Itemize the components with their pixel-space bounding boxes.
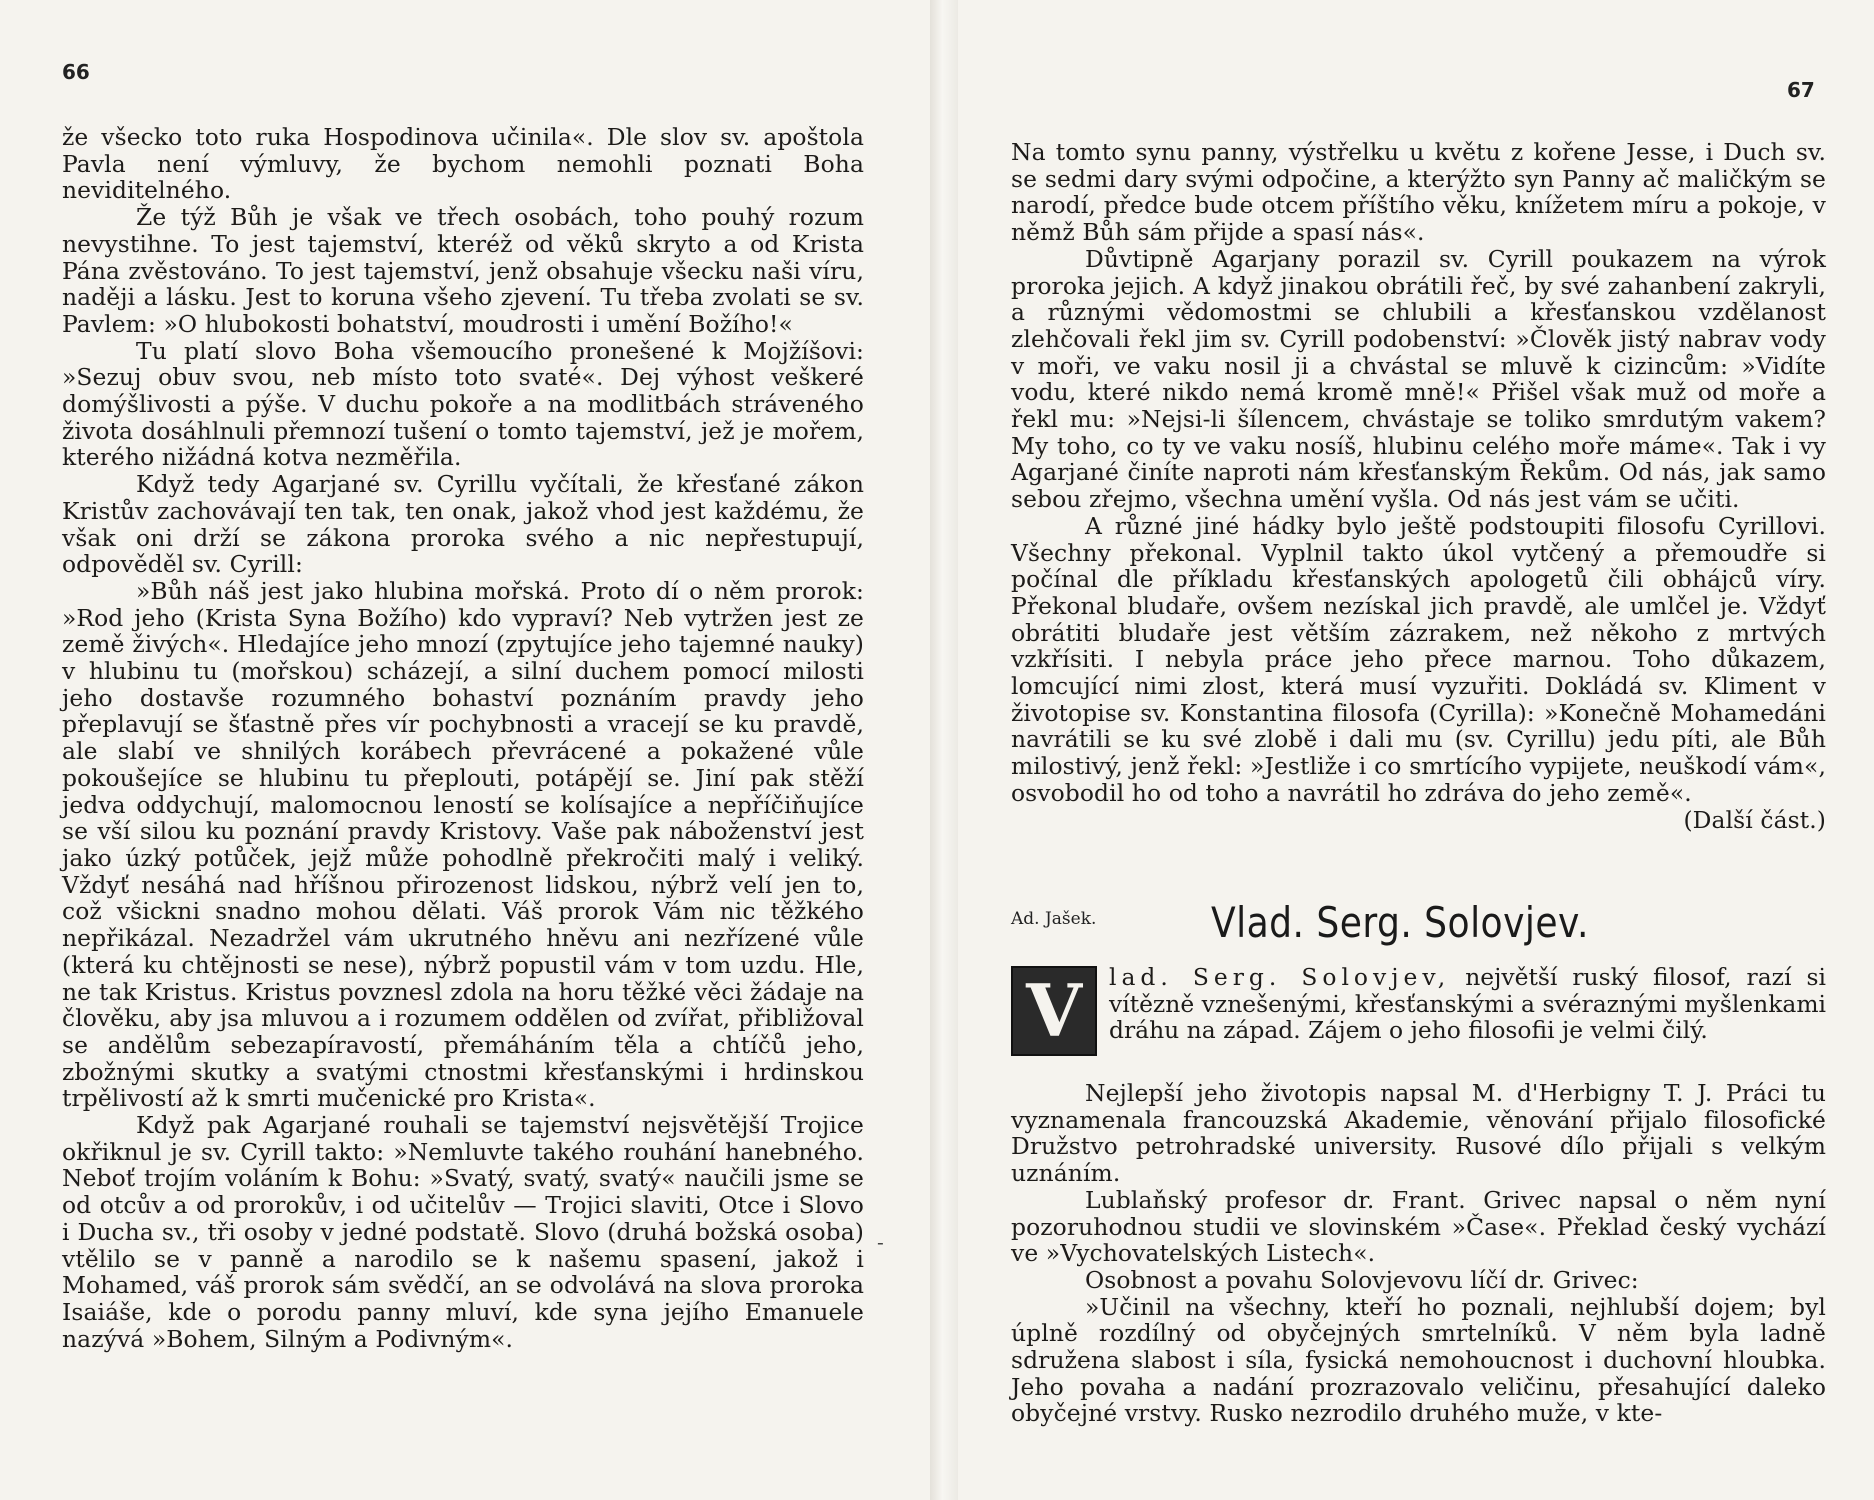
paragraph: Na tomto synu panny, výstřelku u květu z kořene Jesse, i Duch sv. se sedmi dary svými odpočine, a kterýžto syn Panny ač maličkým se narodí, předce bude otcem příštího věku, knížetem míru a pokoje, v němž Bůh sám přijde a spasí nás«. [1011, 138, 1826, 247]
paragraph: Když tedy Agarjané sv. Cyrillu vyčítali, že křesťané zákon Kristův zachovávají ten tak, ten onak, jakož vhod jest každému, že však oni drží se zákona proroka svého a nic nepřestupují, odpověděl sv. Cyrill: [62, 470, 864, 579]
page-number-right: 67 [1787, 78, 1815, 102]
paragraph: že všecko toto ruka Hospodinova učinila«. Dle slov sv. apoštola Pavla není výmluvy, že bychom nemohli poznati Boha neviditelného. [62, 123, 864, 205]
paragraph: Když pak Agarjané rouhali se tajemství nejsvětější Trojice okřiknul je sv. Cyrill takto: »Nemluvte takého rouhání hanebného. Neboť trojím voláním k Bohu: »Svatý, svatý, svatý« naučili jsme se od otcův a od prorokův, i od učitelův — Trojici slaviti, Otce i Slovo i Ducha sv., tři osoby v jedné podstatě. Slovo (druhá božská osoba) vtělilo se v panně a narodilo se k našemu spasení, jakož i Mohamed, váš prorok sám svědčí, an se odvolává na slova proroka Isaiáše, kde o porodu panny mluví, kde syna jejího Emanuele nazývá »Bohem, Silným a Podivným«. [62, 1111, 864, 1353]
right-page [958, 0, 1874, 1500]
article-title: Vlad. Serg. Solovjev. [1211, 898, 1589, 947]
continued-label: (Další část.) [1683, 805, 1826, 834]
margin-mark: - [877, 1230, 884, 1254]
paragraph: Důvtipně Agarjany porazil sv. Cyrill poukazem na výrok proroka jejich. A když jinakou obrátili řeč, by své zahanbení zakryli, a různými vědomostmi se chlubili a křesťanskou vzdělanost zlehčovali řekl jim sv. Cyrill podobenství: »Člověk jistý nabrav vody v moři, ve vaku nosil ji a chvástal se mluvě k cizincům: »Vidíte vodu, které nikdo nemá kromě mně!« Přišel však muž od moře a řekl mu: »Nejsi-li šílencem, chvástaje se toliko smrdutým vakem? My toho, co ty ve vaku nosíš, hlubinu celého moře máme«. Tak i vy Agarjané činíte naproti nám křesťanským Řekům. Od nás, jak samo sebou zřejmo, všechna umění vyšla. Od nás jest vám se učiti. [1011, 244, 1826, 514]
left-page [0, 0, 930, 1500]
first-paragraph-lead: lad. Serg. Solovjev, [1109, 963, 1451, 991]
paragraph [1011, 511, 1826, 834]
paragraph: »Bůh náš jest jako hlubina mořská. Proto dí o něm prorok: »Rod jeho (Krista Syna Božího) kdo vypraví? Neb vytržen jest ze země živých«. Hledajíce jeho mnozí (zpytujíce jeho tajemné nauky) v hlubinu tu (mořskou) scházejí, a silní duchem pomocí milosti jeho dostavše rozumného bohaství poznáním pravdy jeho přeplavují se šťastně přes vír pochybnosti a vracejí se ku pravdě, ale slabí ve shnilých korábech převrácené a pokažené vůle pokoušejíce se hlubinu tu přeplouti, potápějí se. Jiní pak stěží jedva oddychují, malomocnou leností se kolísajíce a nepříčiňujíce se vší silou ku poznání pravdy Kristovy. Vaše pak náboženství jest jako úzký potůček, jejž může pohodlně překročiti malý i veliký. Vždyť nesáhá nad hříšnou přirozenost lidskou, nýbrž velí jen to, což všickni snadno mohou dělati. Váš prorok Vám nic těžkého nepřikázal. Nezadržel vám ukrutného hněvu ani nezřízené vůle (která ku chtějnosti se nese), nýbrž popustil vám v tom uzdu. Hle, ne tak Kristus. Kristus povznesl zdola na horu těžké věci žádaje na člověku, aby jsa mluvou a i rozumem oddělen od zvířat, přibližoval se andělům sebezapíravostí, přemáháním těla a chtíčů jeho, zbožnými skutky a svatými ctnostmi křesťanskými i hrdinskou trpělivostí až k smrti mučenické pro Krista«. [62, 576, 864, 1113]
paragraph: Osobnost a povahu Solovjevovu líčí dr. Grivec: [1085, 1265, 1639, 1294]
paragraph: Lublaňský profesor dr. Frant. Grivec napsal o něm nyní pozoruhodnou studii ve slovinském »Čase«. Překlad český vychází ve »Vychovatelských Listech«. [1011, 1185, 1826, 1268]
dropcap-initial: V [1011, 966, 1097, 1056]
first-paragraph [1011, 964, 1826, 1044]
paragraph-text: A různé jiné hádky bylo ještě podstoupiti filosofu Cyrillovi. Všechny překonal. Vyplnil takto úkol vytčený a přemoudře si počínal dle příkladu křesťanských apologetů čili obhájců víry. Překonal bludaře, ovšem nezískal jich pravdě, ale umlčel je. Vždyť obrátiti bludaře jest větším zázrakem, než někoho z mrtvých vzkřísiti. I nebyla práce jeho přece marnou. Toho důkazem, lomcující nimi zlost, která musí vyzuřiti. Dokládá sv. Kliment v životopise sv. Konstantina filosofa (Cyrilla): »Konečně Mohamedáni navrátili se ku své zlobě i dali mu (sv. Cyrillu) jedu píti, ale Bůh milostivý, jenž řekl: »Jestliže i co smrtícího vypijete, neuškodí vám«, osvobodil ho od toho a navrátil ho zdráva do jeho země«. [1011, 511, 1826, 807]
first-paragraph-rest: největší ruský filosof, razí si vítězně vznešenými, křesťanskými a svéraznými myšlenkami dráhu na západ. Zájem o jeho filosofii je velmi čilý. [1109, 963, 1826, 1045]
left-page-text [62, 124, 864, 1352]
paragraph: Že týž Bůh je však ve třech osobách, toho pouhý rozum nevystihne. To jest tajemství, kteréž od věků skryto a od Krista Pána zvěstováno. To jest tajemství, jenž obsahuje všecku naši víru, naději a lásku. Jest to koruna všeho zjevení. Tu třeba zvolati se sv. Pavlem: »O hlubokosti bohatství, moudrosti i umění Božího!« [62, 203, 864, 338]
page-number-left: 66 [62, 60, 90, 84]
book-gutter [930, 0, 958, 1500]
right-page-text-top [1011, 139, 1826, 833]
paragraph: Nejlepší jeho životopis napsal M. d'Herbigny T. J. Práci tu vyznamenala francouzská Akademie, věnování přijalo filosofické Družstvo petrohradské university. Rusové dílo přijali s velkým uznáním. [1011, 1079, 1826, 1188]
paragraph: Tu platí slovo Boha všemoucího pronešené k Mojžíšovi: »Sezuj obuv svou, neb místo toto svaté«. Dej výhost veškeré domýšlivosti a pýše. V duchu pokoře a na modlitbách stráveného života dosáhlnuli přemnozí tušení o tomto tajemství, jež je mořem, kterého nižádná kotva nezměřila. [62, 336, 864, 472]
article-author: Ad. Jašek. [1011, 909, 1097, 929]
paragraph: »Učinil na všechny, kteří ho poznali, nejhlubší dojem; byl úplně rozdílný od obyčejných smrtelníků. V něm byla ladně sdružena slabost i síla, fysická nemohoucnost i duchovní hloubka. Jeho povaha a nadání prozrazovalo veličinu, přesahující daleko obyčejné vrstvy. Rusko nezrodilo druhého muže, v kte- [1011, 1292, 1826, 1428]
article-opening [1011, 964, 1826, 1056]
right-page-text-bottom [1011, 1080, 1826, 1427]
